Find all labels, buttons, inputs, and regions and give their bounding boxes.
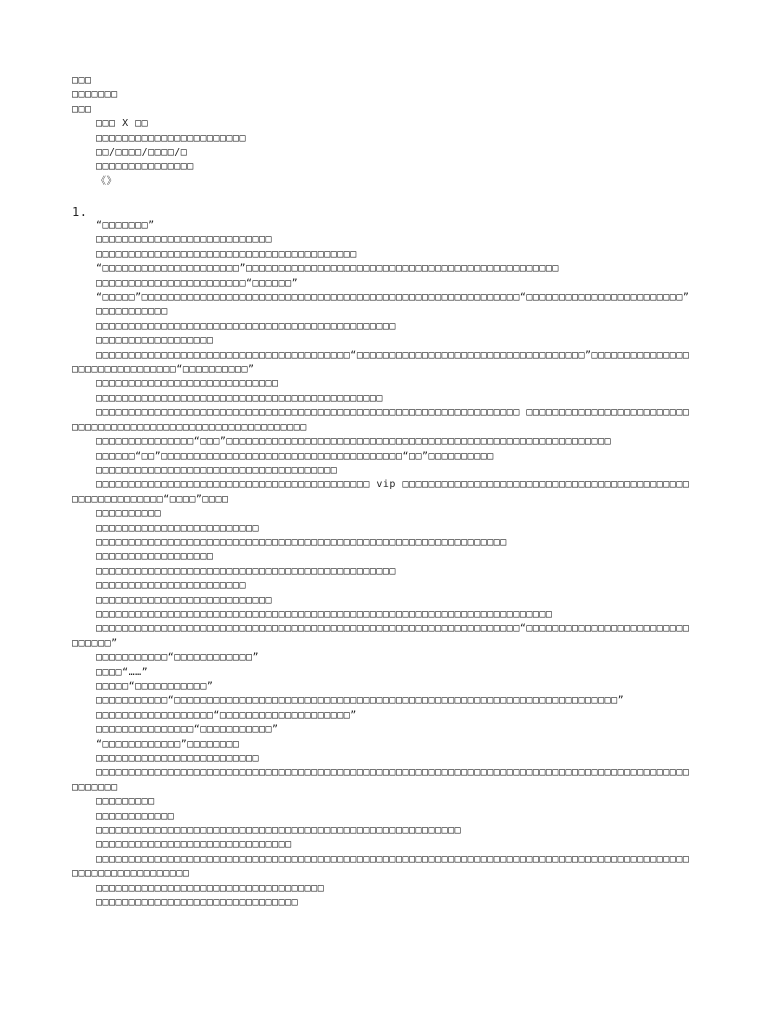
header-line-2: □□□□□□□ <box>72 89 118 101</box>
paragraph: □□□□□□□□□□□□□□□□□□□□□□□□□□□□□□□□□□□□□□□□□□□□ <box>96 392 383 404</box>
paragraph: □□□□□□□□□□□□□□□□□□□□□□□□□□□□□□□□□□□□□□□□ <box>96 248 357 260</box>
paragraph: □□□□□□□□□□□□□□□□□□□□□□□□□□□ <box>96 234 273 246</box>
header-line-3: □□□ <box>72 103 92 115</box>
paragraph: □□□□□□□□□□□□□□□□□□ <box>96 335 214 347</box>
header-line-6: □□/□□□□/□□□□/□ <box>96 146 188 158</box>
document-body <box>72 219 694 911</box>
paragraph: □□□□□□□□□□□□□□□□□□□□□□□□□□□□□□□□□□□□□□□□□□□□□□ <box>96 565 396 577</box>
paragraph: □□□□□□□□□□□□□□□□□□ <box>96 551 214 563</box>
paragraph: □□□□□□□□□□□□□□□□□□□□□□□□□□□□□□□□□□□□□□□□□□□□□□□□□□□□□□□□□□□□□□□□□□□□□□□□□□□□□□□□□□□□□□□□□□□□□□□□□□ <box>72 767 690 793</box>
paragraph: □□□□□□□□□□□□□□□□□□□□□□□□□□□□□□□□□□□□□□□□□□ vip □□□□□□□□□□□□□□□□□□□□□□□□□□□□□□□□□□□□□□□□□□□□□□□□□□□□□□□□□□“□□□□”□□□□ <box>72 479 690 505</box>
document-header <box>72 74 246 189</box>
paragraph: □□□□□□□□□□□□□□□□□□□□□□□□□□□ <box>96 594 273 606</box>
paragraph: □□□□□□□□□□□□□□□□□□“□□□□□□□□□□□□□□□□□□□□” <box>96 709 357 721</box>
paragraph: □□□□□□□□□□□□□□□□□□□□□□□□□□□□□□□□□□□□□□□“□□□□□□□□□□□□□□□□□□□□□□□□□□□□□□□□□□□”□□□□□□□□□□□□□□□□□□□□□□□□□□□□□□□“□□□□□□□□□□” <box>72 349 690 376</box>
paragraph: □□□□“……” <box>96 666 149 678</box>
paragraph: □□□□□□□□□□□□□□□□□□□□□□□□□□□□□□□□□□□□□□□□□□□□□□□□□□□□□□□□□□□□□□□□□□□□□□□□□□□□□□□□□□□□□□□□□□□□□□□□□□□□□□□□□□□□□ <box>72 853 690 880</box>
list-number: 1. <box>72 205 88 219</box>
paragraph: □□□□□□□□□□□“□□□□□□□□□□□□” <box>96 652 260 664</box>
paragraph: □□□□□□□□□□□“□□□□□□□□□□□□□□□□□□□□□□□□□□□□□□□□□□□□□□□□□□□□□□□□□□□□□□□□□□□□□□□□□□□□” <box>96 695 625 707</box>
header-line-5: □□□□□□□□□□□□□□□□□□□□□□□ <box>96 132 246 144</box>
paragraph: □□□□□□□□□□□□□□□“□□□”□□□□□□□□□□□□□□□□□□□□□□□□□□□□□□□□□□□□□□□□□□□□□□□□□□□□□□□□□□□ <box>96 436 612 448</box>
paragraph: □□□□□□□□□ <box>96 796 155 808</box>
header-line-1: □□□ <box>72 75 92 86</box>
paragraph: □□□□□□□□□□□□ <box>96 810 175 822</box>
paragraph: “□□□□□□□” <box>96 220 155 231</box>
paragraph: □□□□□□□□□□□□□□□□□□□□□□□□□□□□□□□□□□□□□□□□□□□□□□ <box>96 320 396 332</box>
header-line-7: □□□□□□□□□□□□□□□ <box>96 161 194 173</box>
paragraph: □□□□□□□□□□ <box>96 508 162 520</box>
paragraph: □□□□□□□□□□□□□□□□□□□□□□□□□□□□□□□□□□□□□□□□□□□□□□□□□□□□□□□□□□□□□□□□□“□□□□□□□□□□□□□□□□□□□□□□□□□□□□□□□” <box>72 623 690 649</box>
paragraph: □□□□□□□□□□□□□□□□□□□□□□□“□□□□□□” <box>96 277 299 289</box>
paragraph: □□□□□□□□□□□ <box>96 306 168 318</box>
paragraph: □□□□□□□□□□□□□□□□□□□□□□□□□□□□□□□□□□□□□□□□□□□□□□□□□□□□□□□□ <box>96 825 462 837</box>
paragraph: “□□□□□□□□□□□□□□□□□□□□□”□□□□□□□□□□□□□□□□□□□□□□□□□□□□□□□□□□□□□□□□□□□□□□□□ <box>96 263 559 275</box>
header-line-4: □□□ X □□ <box>96 118 149 130</box>
paragraph: “□□□□□□□□□□□□”□□□□□□□□ <box>96 738 240 750</box>
paragraph: □□□□□□□□□□□□□□□□□□□□□□□□□□□□□□□□□□□□□ <box>96 464 338 476</box>
paragraph: □□□□□□□□□□□□□□□□□□□□□□□□□□□□□□ <box>96 839 292 851</box>
paragraph: □□□□□“□□□□□□□□□□□” <box>96 681 214 692</box>
paragraph: □□□□□□□□□□□□□□□□□□□□□□□□□□□□□□□□□□□□□□□□□□□□□□□□□□□□□□□□□□□□□□□ <box>96 536 507 548</box>
paragraph: □□□□□□□□□□□□□□□□□□□□□□□□□□□□□□□□□□□□□□□□□□□□□□□□□□□□□□□□□□□□□□□□□□□□□□ <box>96 608 553 620</box>
paragraph: □□□□□□□□□□□□□□□□□□□□□□□□□ <box>96 522 260 534</box>
paragraph: □□□□□□□□□□□□□□□□□□□□□□□□□ <box>96 753 260 765</box>
paragraph: “□□□□□”□□□□□□□□□□□□□□□□□□□□□□□□□□□□□□□□□□□□□□□□□□□□□□□□□□□□□□□□□□“□□□□□□□□□□□□□□□□□□□□□□□□” <box>96 292 690 304</box>
paragraph: □□□□□□□□□□□□□□□□□□□□□□□□□□□□□□□□□□□□□□□□□□□□□□□□□□□□□□□□□□□□□□□□□ □□□□□□□□□□□□□□□□□□□□□□□□□□□□□□□□□□□□□□□□□□□□□□□□□□□□□□□□□□□□□ <box>72 407 690 433</box>
paragraph: □□□□□□□□□□□□□□□□□□□□□□□□□□□□ <box>96 378 279 390</box>
paragraph: □□□□□□“□□”□□□□□□□□□□□□□□□□□□□□□□□□□□□□□□□□□□□□□“□□”□□□□□□□□□□ <box>96 450 494 462</box>
paragraph: □□□□□□□□□□□□□□□“□□□□□□□□□□□” <box>96 724 279 736</box>
header-line-8: 《》 <box>96 175 117 187</box>
paragraph: □□□□□□□□□□□□□□□□□□□□□□□ <box>96 580 246 592</box>
paragraph: □□□□□□□□□□□□□□□□□□□□□□□□□□□□□□□ <box>96 897 299 909</box>
paragraph: □□□□□□□□□□□□□□□□□□□□□□□□□□□□□□□□□□□ <box>96 882 325 894</box>
